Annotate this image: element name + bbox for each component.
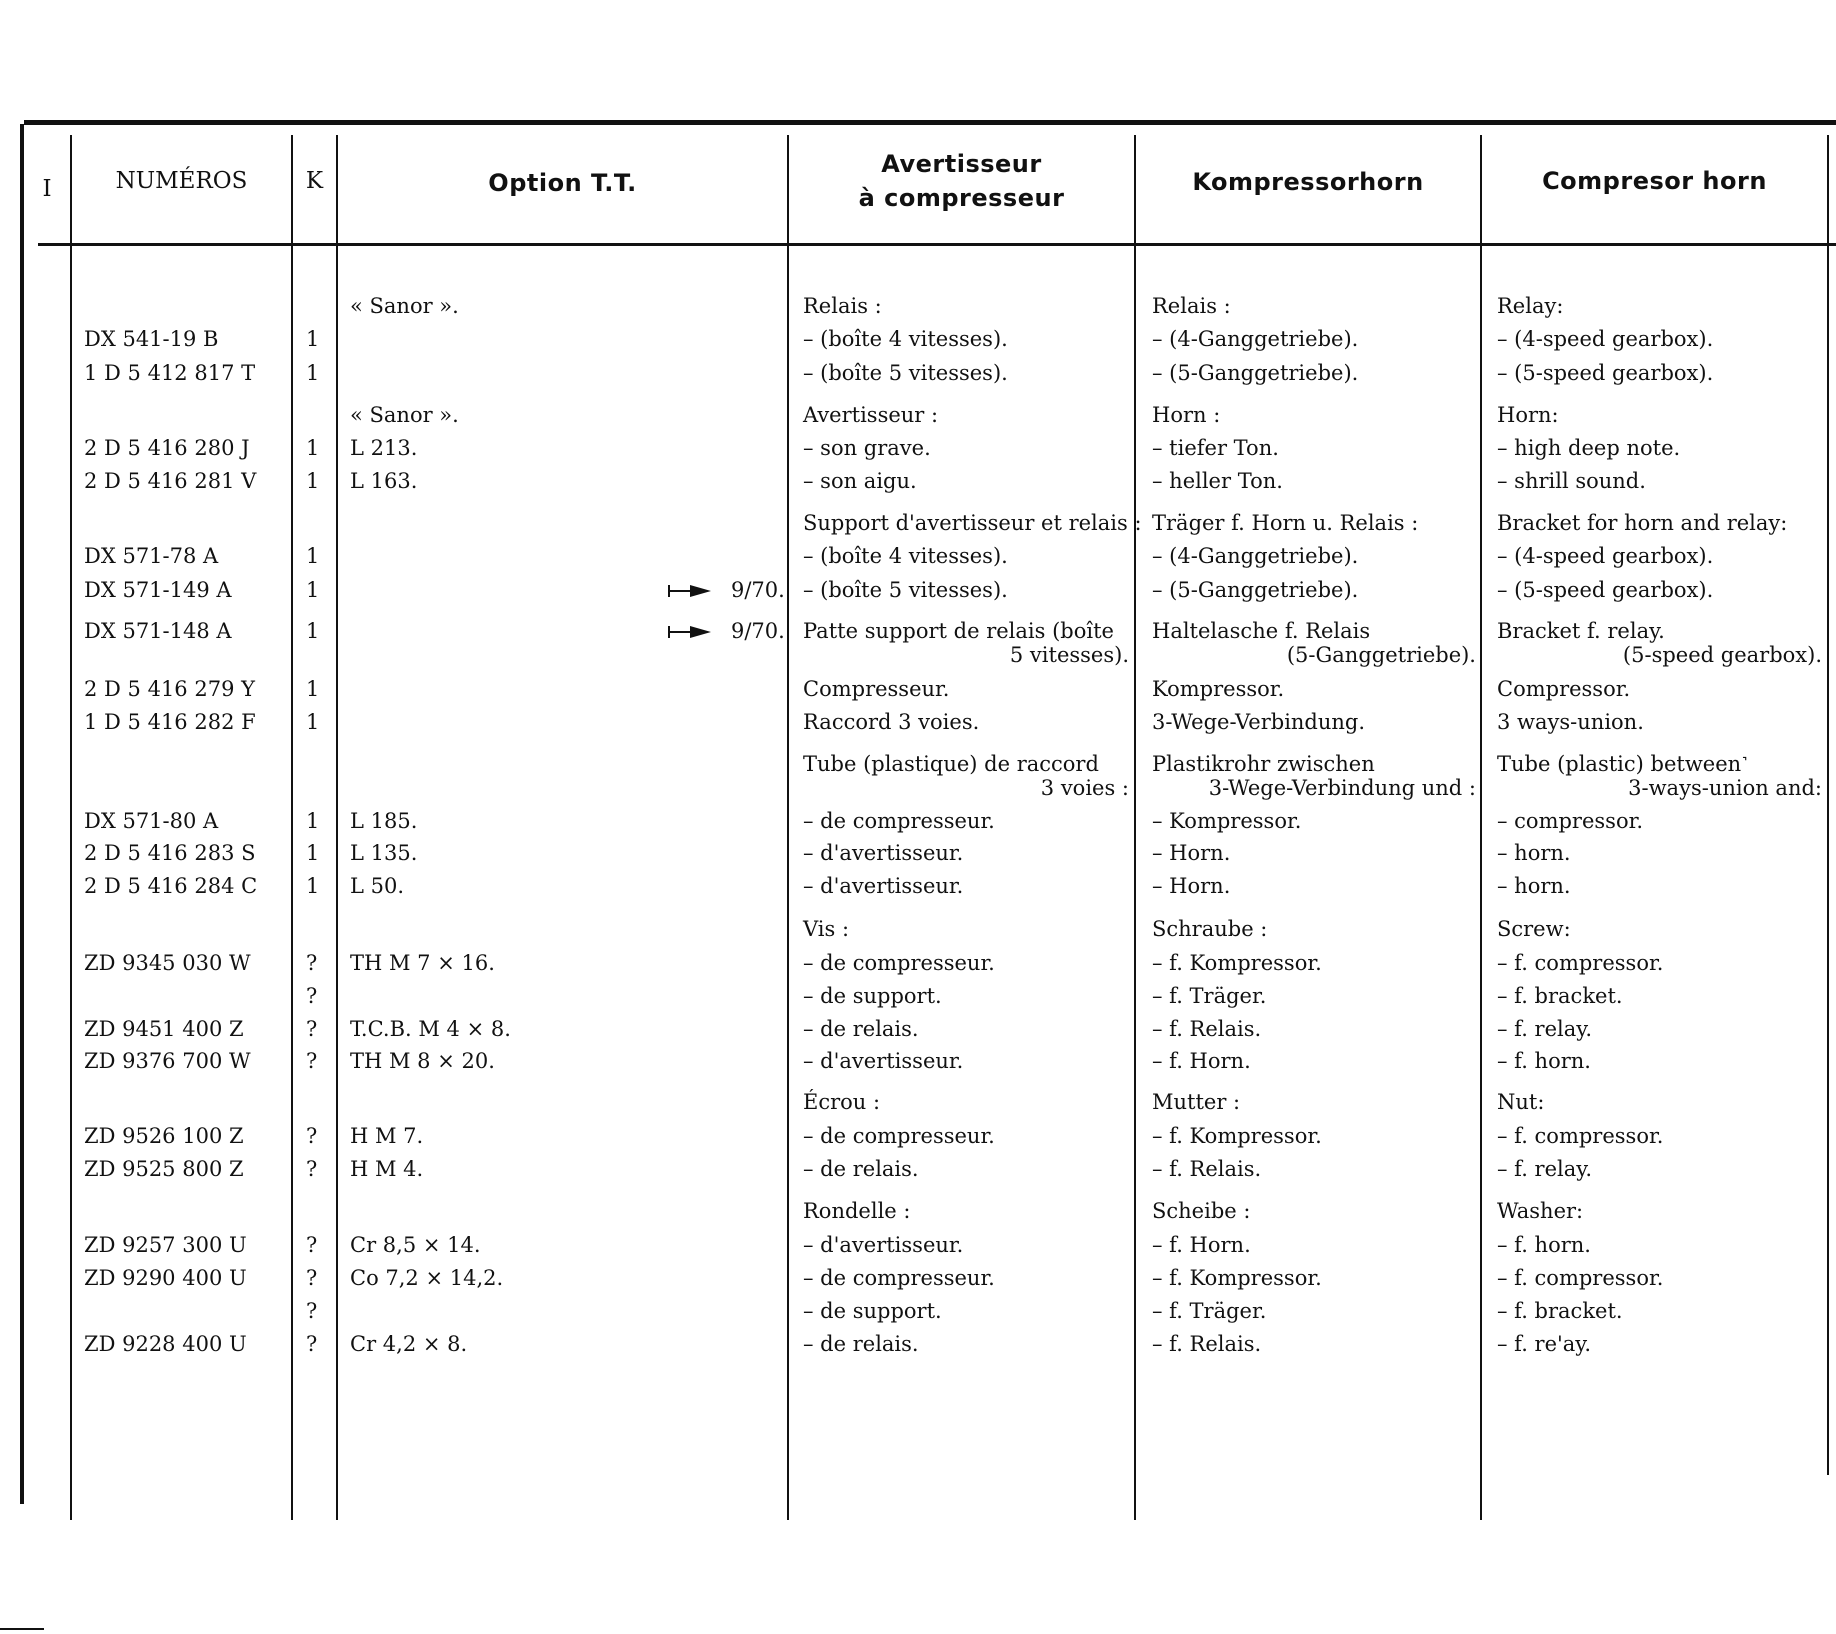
english-description-continued: 3-ways-union and: bbox=[1628, 776, 1822, 800]
french-description: – de support. bbox=[803, 984, 942, 1008]
quantity-k: 1 bbox=[306, 578, 320, 602]
header-french-line1: Avertisseur bbox=[881, 150, 1042, 178]
column-divider-6 bbox=[1480, 135, 1482, 1520]
header-german-label: Kompressorhorn bbox=[1192, 168, 1424, 196]
german-description: – (4-Ganggetriebe). bbox=[1152, 327, 1359, 351]
quantity-k: ? bbox=[306, 1124, 318, 1148]
quantity-k: 1 bbox=[306, 361, 320, 385]
french-description: – son aigu. bbox=[803, 469, 917, 493]
english-description: Bracket for horn and relay: bbox=[1497, 511, 1788, 535]
part-number: ZD 9451 400 Z bbox=[84, 1017, 244, 1041]
french-description: Relais : bbox=[803, 294, 882, 318]
quantity-k: ? bbox=[306, 1157, 318, 1181]
part-number: DX 571-149 A bbox=[84, 578, 232, 602]
german-description: Mutter : bbox=[1152, 1090, 1241, 1114]
german-description: Schraube : bbox=[1152, 917, 1268, 941]
german-description: 3-Wege-Verbindung. bbox=[1152, 710, 1366, 734]
french-description: Tube (plastique) de raccord bbox=[803, 752, 1099, 776]
french-description: – de relais. bbox=[803, 1332, 919, 1356]
english-description: – f. re'ay. bbox=[1497, 1332, 1592, 1356]
part-number: ZD 9290 400 U bbox=[84, 1266, 247, 1290]
german-description: – heller Ton. bbox=[1152, 469, 1283, 493]
german-description: Kompressor. bbox=[1152, 677, 1285, 701]
english-description: – (4-speed gearbox). bbox=[1497, 327, 1714, 351]
french-description: – de compresseur. bbox=[803, 1124, 995, 1148]
header-french-line2: à compresseur bbox=[858, 184, 1065, 212]
bottom-edge-mark bbox=[0, 1628, 44, 1630]
german-description: – Horn. bbox=[1152, 841, 1231, 865]
quantity-k: ? bbox=[306, 1049, 318, 1073]
english-description: – f. compressor. bbox=[1497, 951, 1664, 975]
german-description: – f. Kompressor. bbox=[1152, 951, 1322, 975]
arrow-icon bbox=[668, 584, 712, 598]
column-divider-2 bbox=[291, 135, 293, 1520]
english-description: Screw: bbox=[1497, 917, 1571, 941]
german-description: – f. Kompressor. bbox=[1152, 1266, 1322, 1290]
option-cell: TH M 7 × 16. bbox=[350, 951, 495, 975]
french-description: Patte support de relais (boîte bbox=[803, 619, 1114, 643]
arrow-icon bbox=[668, 625, 712, 639]
option-cell: « Sanor ». bbox=[350, 294, 459, 318]
part-number: ZD 9345 030 W bbox=[84, 951, 251, 975]
english-description: Relay: bbox=[1497, 294, 1564, 318]
column-divider-3 bbox=[336, 135, 338, 1520]
german-description: – f. Kompressor. bbox=[1152, 1124, 1322, 1148]
quantity-k: 1 bbox=[306, 874, 320, 898]
german-description: – f. Träger. bbox=[1152, 1299, 1267, 1323]
quantity-k: 1 bbox=[306, 327, 320, 351]
german-description: Träger f. Horn u. Relais : bbox=[1152, 511, 1419, 535]
english-description: – compressor. bbox=[1497, 809, 1644, 833]
header-french bbox=[789, 138, 1134, 240]
german-description: Scheibe : bbox=[1152, 1199, 1251, 1223]
german-description: – (5-Ganggetriebe). bbox=[1152, 578, 1359, 602]
header-german bbox=[1136, 138, 1480, 240]
english-description: – f. compressor. bbox=[1497, 1266, 1664, 1290]
quantity-k: 1 bbox=[306, 710, 320, 734]
french-description: Avertisseur : bbox=[803, 403, 939, 427]
header-numeros-label: NUMÉROS bbox=[115, 168, 248, 194]
column-divider-1 bbox=[70, 135, 72, 1520]
part-number: 2 D 5 416 280 J bbox=[84, 436, 250, 460]
german-description: Horn : bbox=[1152, 403, 1221, 427]
french-description: Vis : bbox=[803, 917, 850, 941]
english-description: – f. relay. bbox=[1497, 1017, 1593, 1041]
english-description: Compressor. bbox=[1497, 677, 1631, 701]
option-cell: « Sanor ». bbox=[350, 403, 459, 427]
header-k bbox=[293, 138, 336, 240]
part-number: 1 D 5 412 817 T bbox=[84, 361, 256, 385]
german-description: – f. Relais. bbox=[1152, 1017, 1262, 1041]
english-description: – f. compressor. bbox=[1497, 1124, 1664, 1148]
part-number: 2 D 5 416 284 C bbox=[84, 874, 258, 898]
english-description: Horn: bbox=[1497, 403, 1559, 427]
part-number: DX 541-19 B bbox=[84, 327, 219, 351]
quantity-k: 1 bbox=[306, 436, 320, 460]
german-description: – tiefer Ton. bbox=[1152, 436, 1279, 460]
french-description: – de compresseur. bbox=[803, 951, 995, 975]
quantity-k: 1 bbox=[306, 544, 320, 568]
german-description: – f. Horn. bbox=[1152, 1049, 1251, 1073]
quantity-k: 1 bbox=[306, 677, 320, 701]
option-cell: H M 4. bbox=[350, 1157, 424, 1181]
part-number: ZD 9228 400 U bbox=[84, 1332, 247, 1356]
header-i bbox=[24, 138, 70, 240]
part-number: DX 571-148 A bbox=[84, 619, 232, 643]
german-description-continued: (5-Ganggetriebe). bbox=[1286, 643, 1476, 667]
left-border bbox=[20, 124, 24, 1504]
german-description: – (4-Ganggetriebe). bbox=[1152, 544, 1359, 568]
option-cell: Co 7,2 × 14,2. bbox=[350, 1266, 504, 1290]
german-description: Plastikrohr zwischen bbox=[1152, 752, 1375, 776]
french-description-continued: 5 vitesses). bbox=[1009, 643, 1129, 667]
column-divider-7 bbox=[1827, 135, 1829, 1475]
english-description: – horn. bbox=[1497, 841, 1571, 865]
german-description: – f. Relais. bbox=[1152, 1332, 1262, 1356]
column-divider-5 bbox=[1134, 135, 1136, 1520]
french-description: – son grave. bbox=[803, 436, 931, 460]
top-rule bbox=[24, 120, 1836, 125]
english-description-continued: (5-speed gearbox). bbox=[1622, 643, 1822, 667]
french-description-continued: 3 voies : bbox=[1040, 776, 1129, 800]
french-description: – de relais. bbox=[803, 1017, 919, 1041]
french-description: – d'avertisseur. bbox=[803, 1233, 964, 1257]
german-description: – Kompressor. bbox=[1152, 809, 1302, 833]
french-description: Compresseur. bbox=[803, 677, 950, 701]
german-description: Haltelasche f. Relais bbox=[1152, 619, 1371, 643]
english-description: – f. bracket. bbox=[1497, 984, 1623, 1008]
english-description: Tube (plastic) between˺ bbox=[1497, 752, 1749, 776]
quantity-k: ? bbox=[306, 1266, 318, 1290]
german-description: – f. Träger. bbox=[1152, 984, 1267, 1008]
german-description-continued: 3-Wege-Verbindung und : bbox=[1208, 776, 1476, 800]
quantity-k: 1 bbox=[306, 809, 320, 833]
french-description: – (boîte 4 vitesses). bbox=[803, 327, 1008, 351]
english-description: Nut: bbox=[1497, 1090, 1545, 1114]
english-description: – f. bracket. bbox=[1497, 1299, 1623, 1323]
option-cell: H M 7. bbox=[350, 1124, 424, 1148]
french-description: – de compresseur. bbox=[803, 809, 995, 833]
header-option bbox=[338, 138, 787, 240]
option-cell: L 213. bbox=[350, 436, 418, 460]
french-description: – (boîte 4 vitesses). bbox=[803, 544, 1008, 568]
french-description: Rondelle : bbox=[803, 1199, 911, 1223]
option-cell: L 185. bbox=[350, 809, 418, 833]
quantity-k: ? bbox=[306, 1233, 318, 1257]
quantity-k: 1 bbox=[306, 841, 320, 865]
english-description: Washer: bbox=[1497, 1199, 1584, 1223]
part-number: 2 D 5 416 279 Y bbox=[84, 677, 255, 701]
part-number: 2 D 5 416 283 S bbox=[84, 841, 256, 865]
column-divider-4 bbox=[787, 135, 789, 1520]
option-cell: L 50. bbox=[350, 874, 405, 898]
effective-date: 9/70. bbox=[731, 578, 785, 602]
effective-date: 9/70. bbox=[731, 619, 785, 643]
english-description: – f. horn. bbox=[1497, 1233, 1591, 1257]
french-description: – d'avertisseur. bbox=[803, 1049, 964, 1073]
english-description: – (5-speed gearbox). bbox=[1497, 578, 1714, 602]
french-description: – de relais. bbox=[803, 1157, 919, 1181]
french-description: – (boîte 5 vitesses). bbox=[803, 578, 1008, 602]
part-number: 1 D 5 416 282 F bbox=[84, 710, 256, 734]
quantity-k: ? bbox=[306, 1332, 318, 1356]
english-description: – (4-speed gearbox). bbox=[1497, 544, 1714, 568]
option-cell: Cr 8,5 × 14. bbox=[350, 1233, 481, 1257]
option-cell: TH M 8 × 20. bbox=[350, 1049, 495, 1073]
german-description: Relais : bbox=[1152, 294, 1231, 318]
header-numeros bbox=[72, 138, 291, 240]
french-description: – d'avertisseur. bbox=[803, 874, 964, 898]
english-description: – high deep note. bbox=[1497, 436, 1681, 460]
header-bottom-rule bbox=[38, 243, 1836, 246]
french-description: – (boîte 5 vitesses). bbox=[803, 361, 1008, 385]
part-number: ZD 9257 300 U bbox=[84, 1233, 247, 1257]
header-english-label: Compresor horn bbox=[1542, 167, 1767, 195]
english-description: – f. horn. bbox=[1497, 1049, 1591, 1073]
english-description: – (5-speed gearbox). bbox=[1497, 361, 1714, 385]
french-description: – de support. bbox=[803, 1299, 942, 1323]
quantity-k: 1 bbox=[306, 619, 320, 643]
header-i-label: I bbox=[42, 176, 52, 202]
french-description: – de compresseur. bbox=[803, 1266, 995, 1290]
part-number: DX 571-80 A bbox=[84, 809, 219, 833]
header-k-label: K bbox=[305, 168, 324, 194]
french-description: – d'avertisseur. bbox=[803, 841, 964, 865]
part-number: DX 571-78 A bbox=[84, 544, 219, 568]
french-description: Support d'avertisseur et relais : bbox=[803, 511, 1142, 535]
german-description: – Horn. bbox=[1152, 874, 1231, 898]
header-option-label: Option T.T. bbox=[488, 169, 637, 197]
header-english bbox=[1482, 138, 1827, 240]
french-description: Raccord 3 voies. bbox=[803, 710, 980, 734]
part-number: 2 D 5 416 281 V bbox=[84, 469, 257, 493]
german-description: – f. Horn. bbox=[1152, 1233, 1251, 1257]
german-description: – (5-Ganggetriebe). bbox=[1152, 361, 1359, 385]
quantity-k: ? bbox=[306, 1017, 318, 1041]
option-cell: L 135. bbox=[350, 841, 418, 865]
english-description: Bracket f. relay. bbox=[1497, 619, 1665, 643]
english-description: – f. relay. bbox=[1497, 1157, 1593, 1181]
option-cell: L 163. bbox=[350, 469, 418, 493]
english-description: 3 ways-union. bbox=[1497, 710, 1644, 734]
quantity-k: ? bbox=[306, 984, 318, 1008]
quantity-k: ? bbox=[306, 951, 318, 975]
part-number: ZD 9376 700 W bbox=[84, 1049, 251, 1073]
english-description: – shrill sound. bbox=[1497, 469, 1646, 493]
part-number: ZD 9525 800 Z bbox=[84, 1157, 244, 1181]
quantity-k: 1 bbox=[306, 469, 320, 493]
german-description: – f. Relais. bbox=[1152, 1157, 1262, 1181]
option-cell: T.C.B. M 4 × 8. bbox=[350, 1017, 511, 1041]
french-description: Écrou : bbox=[803, 1090, 881, 1114]
english-description: – horn. bbox=[1497, 874, 1571, 898]
part-number: ZD 9526 100 Z bbox=[84, 1124, 244, 1148]
quantity-k: ? bbox=[306, 1299, 318, 1323]
option-cell: Cr 4,2 × 8. bbox=[350, 1332, 468, 1356]
